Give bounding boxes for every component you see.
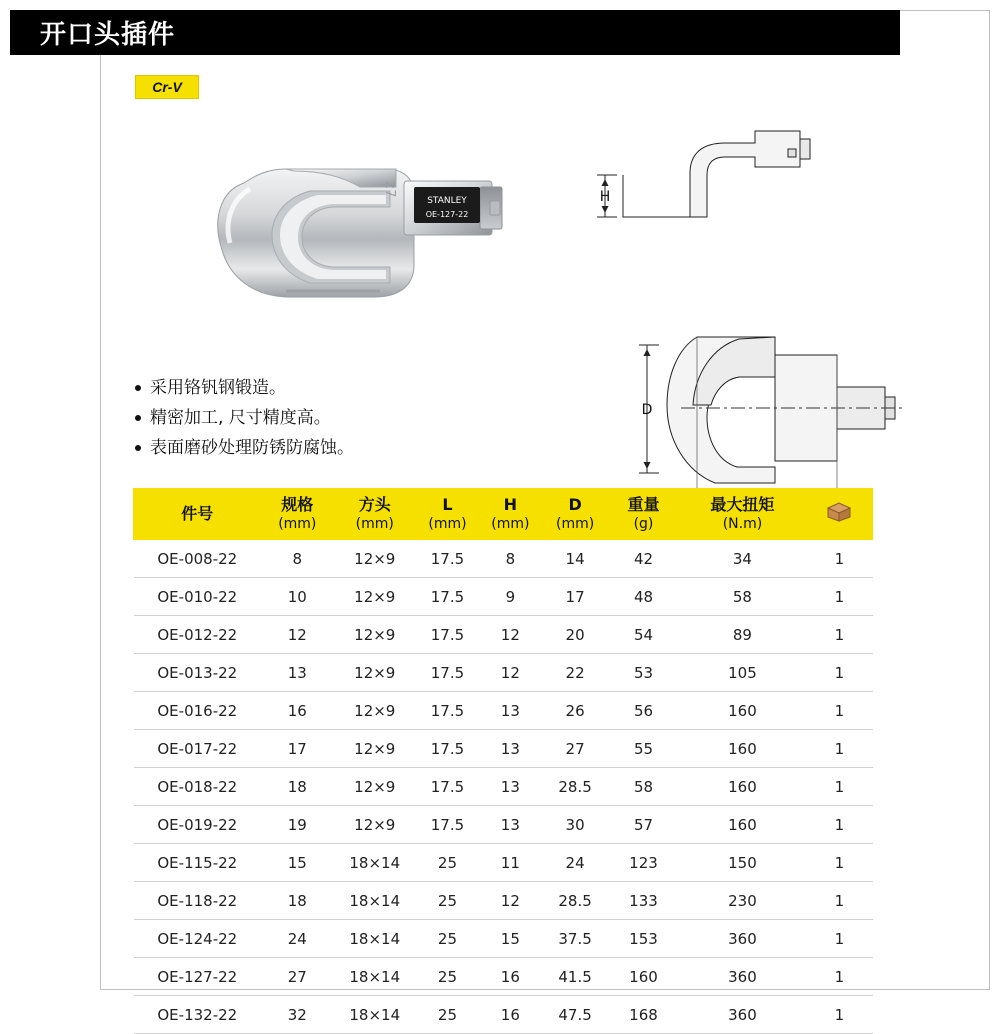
cell-length: 17.5: [416, 768, 479, 806]
cell-length: 17.5: [416, 616, 479, 654]
cell-spec: 18: [261, 882, 333, 920]
th-line2: (mm): [355, 516, 394, 532]
feature-list: [135, 373, 565, 463]
table-row: [134, 692, 873, 730]
th-line2: (mm): [428, 516, 467, 532]
cell-square-drive: 18×14: [333, 958, 416, 996]
cell-max-torque: 360: [679, 958, 807, 996]
cell-length: 17.5: [416, 654, 479, 692]
cell-pack-quantity: 1: [806, 920, 872, 958]
cell-length: 25: [416, 958, 479, 996]
feature-text: 精密加工, 尺寸精度高。: [150, 408, 331, 428]
th-spec: [261, 489, 333, 540]
cell-diameter: 41.5: [542, 958, 609, 996]
cell-square-drive: 12×9: [333, 692, 416, 730]
cell-length: 17.5: [416, 730, 479, 768]
cell-part-number: OE-018-22: [134, 768, 262, 806]
cell-height: 13: [479, 730, 542, 768]
th-line1: D: [568, 495, 582, 514]
cell-length: 25: [416, 920, 479, 958]
cell-pack-quantity: 1: [806, 540, 872, 578]
dimension-drawings: [585, 105, 915, 465]
th-line1: 最大扭矩: [710, 495, 775, 514]
cell-diameter: 17: [542, 578, 609, 616]
product-size-stamp: 27: [382, 181, 397, 198]
cell-spec: 24: [261, 920, 333, 958]
cell-diameter: 37.5: [542, 920, 609, 958]
cell-max-torque: 150: [679, 844, 807, 882]
th-line2: (N.m): [722, 516, 763, 532]
table-row: [134, 844, 873, 882]
th-line1: 重量: [627, 495, 660, 514]
bullet-dot-icon: [135, 445, 141, 451]
cell-spec: 12: [261, 616, 333, 654]
left-margin: [5, 5, 100, 1005]
cell-height: 13: [479, 692, 542, 730]
cell-weight: 168: [608, 996, 678, 1034]
table-row: [134, 768, 873, 806]
table-row: [134, 996, 873, 1034]
table-row: [134, 730, 873, 768]
material-badge-label: Cr-V: [152, 79, 182, 95]
cell-spec: 32: [261, 996, 333, 1034]
cell-spec: 13: [261, 654, 333, 692]
cell-weight: 160: [608, 958, 678, 996]
table-row: [134, 540, 873, 578]
cell-spec: 19: [261, 806, 333, 844]
cell-square-drive: 12×9: [333, 540, 416, 578]
cell-weight: 42: [608, 540, 678, 578]
dimension-label-d: D: [641, 402, 653, 418]
cell-part-number: OE-016-22: [134, 692, 262, 730]
box-icon: [826, 502, 852, 522]
cell-spec: 15: [261, 844, 333, 882]
cell-diameter: 28.5: [542, 882, 609, 920]
cell-height: 12: [479, 616, 542, 654]
cell-weight: 55: [608, 730, 678, 768]
product-illustration: [190, 125, 520, 345]
cell-length: 17.5: [416, 540, 479, 578]
cell-pack-quantity: 1: [806, 578, 872, 616]
cell-part-number: OE-115-22: [134, 844, 262, 882]
cell-square-drive: 18×14: [333, 920, 416, 958]
table-row: [134, 882, 873, 920]
product-photo: [190, 125, 520, 345]
cell-square-drive: 12×9: [333, 578, 416, 616]
dimension-drawing-svg: [585, 105, 915, 465]
table-row: [134, 806, 873, 844]
feature-text: 表面磨砂处理防锈防腐蚀。: [150, 438, 354, 458]
cell-weight: 153: [608, 920, 678, 958]
cell-diameter: 24: [542, 844, 609, 882]
table-body: [134, 540, 873, 1034]
cell-pack-quantity: 1: [806, 806, 872, 844]
cell-diameter: 47.5: [542, 996, 609, 1034]
th-line2: (mm): [556, 516, 595, 532]
cell-weight: 56: [608, 692, 678, 730]
cell-pack-quantity: 1: [806, 692, 872, 730]
table-row: [134, 654, 873, 692]
cell-part-number: OE-017-22: [134, 730, 262, 768]
cell-diameter: 22: [542, 654, 609, 692]
feature-item: [135, 433, 565, 463]
cell-weight: 53: [608, 654, 678, 692]
cell-spec: 8: [261, 540, 333, 578]
cell-height: 12: [479, 654, 542, 692]
cell-length: 25: [416, 882, 479, 920]
cell-pack-quantity: 1: [806, 882, 872, 920]
cell-height: 12: [479, 882, 542, 920]
cell-square-drive: 12×9: [333, 654, 416, 692]
product-model-text: OE-127-22: [425, 210, 469, 219]
cell-diameter: 30: [542, 806, 609, 844]
cell-weight: 133: [608, 882, 678, 920]
th-height: [479, 489, 542, 540]
th-length: [416, 489, 479, 540]
cell-height: 13: [479, 768, 542, 806]
cell-height: 16: [479, 996, 542, 1034]
feature-text: 采用铬钒钢锻造。: [150, 378, 286, 398]
th-line1: 件号: [181, 504, 214, 523]
cell-height: 13: [479, 806, 542, 844]
cell-weight: 48: [608, 578, 678, 616]
cell-diameter: 28.5: [542, 768, 609, 806]
cell-spec: 17: [261, 730, 333, 768]
cell-square-drive: 12×9: [333, 806, 416, 844]
cell-pack-quantity: 1: [806, 616, 872, 654]
cell-length: 17.5: [416, 578, 479, 616]
cell-part-number: OE-019-22: [134, 806, 262, 844]
material-badge: [135, 75, 199, 99]
page-title: 开口头插件: [40, 20, 176, 50]
cell-length: 25: [416, 996, 479, 1034]
cell-spec: 18: [261, 768, 333, 806]
cell-weight: 58: [608, 768, 678, 806]
cell-height: 15: [479, 920, 542, 958]
th-pack-quantity: [806, 489, 872, 540]
th-part-number: [134, 489, 262, 540]
cell-length: 25: [416, 844, 479, 882]
cell-spec: 16: [261, 692, 333, 730]
cell-pack-quantity: 1: [806, 844, 872, 882]
th-line1: 方头: [358, 495, 391, 514]
cell-max-torque: 89: [679, 616, 807, 654]
cell-diameter: 26: [542, 692, 609, 730]
cell-weight: 57: [608, 806, 678, 844]
table-header-row: [134, 489, 873, 540]
table-row: [134, 578, 873, 616]
th-line2: (g): [633, 516, 654, 532]
cell-square-drive: 12×9: [333, 730, 416, 768]
cell-height: 8: [479, 540, 542, 578]
cell-max-torque: 58: [679, 578, 807, 616]
th-line1: L: [442, 495, 453, 514]
cell-max-torque: 105: [679, 654, 807, 692]
table-row: [134, 958, 873, 996]
th-square-drive: [333, 489, 416, 540]
th-max-torque: [679, 489, 807, 540]
cell-max-torque: 360: [679, 996, 807, 1034]
cell-spec: 27: [261, 958, 333, 996]
cell-weight: 54: [608, 616, 678, 654]
cell-part-number: OE-127-22: [134, 958, 262, 996]
dimension-label-h: H: [599, 189, 611, 205]
cell-pack-quantity: 1: [806, 996, 872, 1034]
cell-diameter: 27: [542, 730, 609, 768]
cell-weight: 123: [608, 844, 678, 882]
cell-square-drive: 18×14: [333, 996, 416, 1034]
cell-max-torque: 34: [679, 540, 807, 578]
th-line1: H: [503, 495, 518, 514]
cell-part-number: OE-124-22: [134, 920, 262, 958]
th-line2: (mm): [278, 516, 317, 532]
product-brand-text: STANLEY: [427, 196, 467, 206]
cell-pack-quantity: 1: [806, 654, 872, 692]
cell-max-torque: 360: [679, 920, 807, 958]
th-weight: [608, 489, 678, 540]
cell-diameter: 20: [542, 616, 609, 654]
cell-max-torque: 160: [679, 692, 807, 730]
cell-height: 16: [479, 958, 542, 996]
cell-max-torque: 160: [679, 768, 807, 806]
bullet-dot-icon: [135, 385, 141, 391]
table-row: [134, 616, 873, 654]
cell-max-torque: 230: [679, 882, 807, 920]
cell-part-number: OE-012-22: [134, 616, 262, 654]
cell-height: 9: [479, 578, 542, 616]
th-diameter: [542, 489, 609, 540]
feature-item: [135, 373, 565, 403]
cell-square-drive: 12×9: [333, 768, 416, 806]
cell-spec: 10: [261, 578, 333, 616]
cell-part-number: OE-132-22: [134, 996, 262, 1034]
cell-height: 11: [479, 844, 542, 882]
spec-table: [133, 488, 873, 1034]
cell-part-number: OE-008-22: [134, 540, 262, 578]
cell-part-number: OE-010-22: [134, 578, 262, 616]
th-line1: 规格: [281, 495, 314, 514]
cell-length: 17.5: [416, 692, 479, 730]
page-header: [10, 10, 900, 55]
cell-pack-quantity: 1: [806, 958, 872, 996]
cell-pack-quantity: 1: [806, 730, 872, 768]
cell-square-drive: 12×9: [333, 616, 416, 654]
table-row: [134, 920, 873, 958]
cell-pack-quantity: 1: [806, 768, 872, 806]
cell-part-number: OE-118-22: [134, 882, 262, 920]
cell-max-torque: 160: [679, 806, 807, 844]
feature-item: [135, 403, 565, 433]
cell-length: 17.5: [416, 806, 479, 844]
cell-square-drive: 18×14: [333, 844, 416, 882]
cell-square-drive: 18×14: [333, 882, 416, 920]
cell-part-number: OE-013-22: [134, 654, 262, 692]
cell-diameter: 14: [542, 540, 609, 578]
cell-max-torque: 160: [679, 730, 807, 768]
th-line2: (mm): [491, 516, 530, 532]
spec-table-wrap: [133, 488, 873, 1034]
bullet-dot-icon: [135, 415, 141, 421]
